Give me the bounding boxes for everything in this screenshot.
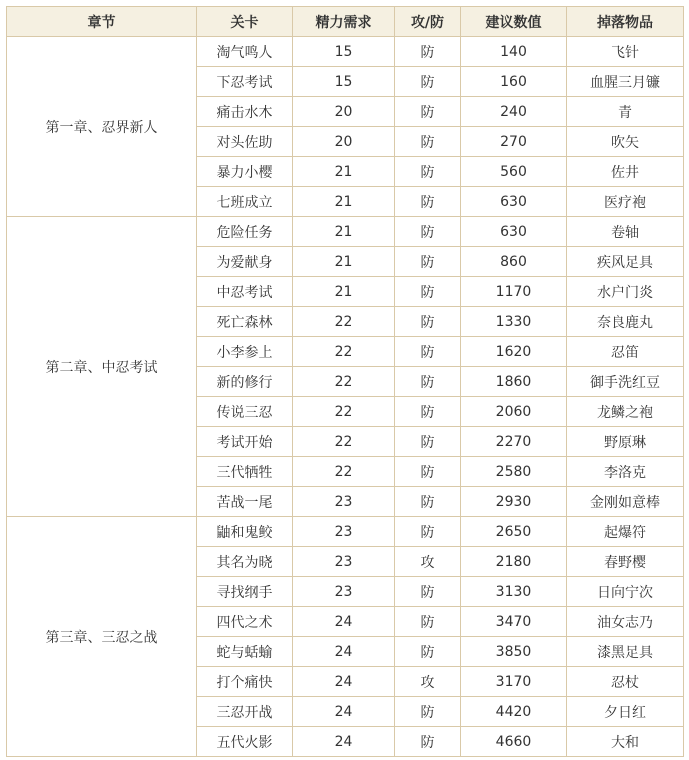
suggested-value-cell: 630 [461,217,567,247]
attack-defense-cell: 防 [395,637,461,667]
drop-item-cell: 佐井 [567,157,684,187]
drop-item-cell: 李洛克 [567,457,684,487]
attack-defense-cell: 防 [395,157,461,187]
suggested-value-cell: 3850 [461,637,567,667]
stage-name-cell: 中忍考试 [197,277,293,307]
drop-item-cell: 奈良鹿丸 [567,307,684,337]
attack-defense-cell: 防 [395,727,461,757]
attack-defense-cell: 防 [395,457,461,487]
attack-defense-cell: 防 [395,697,461,727]
attack-defense-cell: 防 [395,427,461,457]
energy-cell: 24 [293,667,395,697]
drop-item-cell: 金刚如意棒 [567,487,684,517]
suggested-value-cell: 240 [461,97,567,127]
chapter-name-cell: 第二章、中忍考试 [7,217,197,517]
stage-name-cell: 其名为晓 [197,547,293,577]
attack-defense-cell: 防 [395,127,461,157]
drop-item-cell: 大和 [567,727,684,757]
energy-cell: 21 [293,247,395,277]
chapter-name-cell: 第一章、忍界新人 [7,37,197,217]
attack-defense-cell: 防 [395,187,461,217]
suggested-value-cell: 3170 [461,667,567,697]
drop-item-cell: 日向宁次 [567,577,684,607]
energy-cell: 23 [293,577,395,607]
header-stage: 关卡 [197,7,293,37]
stage-name-cell: 三忍开战 [197,697,293,727]
stage-name-cell: 为爱献身 [197,247,293,277]
header-drop-item: 掉落物品 [567,7,684,37]
energy-cell: 24 [293,637,395,667]
drop-item-cell: 医疗袍 [567,187,684,217]
table-row [7,37,684,67]
drop-item-cell: 吹矢 [567,127,684,157]
drop-item-cell: 卷轴 [567,217,684,247]
stage-name-cell: 考试开始 [197,427,293,457]
attack-defense-cell: 攻 [395,667,461,697]
drop-item-cell: 漆黑足具 [567,637,684,667]
suggested-value-cell: 270 [461,127,567,157]
attack-defense-cell: 防 [395,577,461,607]
energy-cell: 24 [293,697,395,727]
drop-item-cell: 血腥三月镰 [567,67,684,97]
stage-name-cell: 死亡森林 [197,307,293,337]
stage-name-cell: 鼬和鬼鲛 [197,517,293,547]
suggested-value-cell: 140 [461,37,567,67]
suggested-value-cell: 3130 [461,577,567,607]
attack-defense-cell: 防 [395,487,461,517]
energy-cell: 22 [293,337,395,367]
suggested-value-cell: 4660 [461,727,567,757]
stage-name-cell: 寻找纲手 [197,577,293,607]
stage-table [6,6,684,757]
attack-defense-cell: 防 [395,367,461,397]
energy-cell: 22 [293,427,395,457]
suggested-value-cell: 1170 [461,277,567,307]
drop-item-cell: 油女志乃 [567,607,684,637]
attack-defense-cell: 防 [395,217,461,247]
header-suggested-value: 建议数值 [461,7,567,37]
suggested-value-cell: 2650 [461,517,567,547]
suggested-value-cell: 2580 [461,457,567,487]
drop-item-cell: 水户门炎 [567,277,684,307]
stage-name-cell: 对头佐助 [197,127,293,157]
stage-name-cell: 新的修行 [197,367,293,397]
drop-item-cell: 野原琳 [567,427,684,457]
drop-item-cell: 疾风足具 [567,247,684,277]
attack-defense-cell: 防 [395,397,461,427]
energy-cell: 21 [293,277,395,307]
energy-cell: 21 [293,187,395,217]
energy-cell: 21 [293,157,395,187]
stage-name-cell: 暴力小樱 [197,157,293,187]
stage-name-cell: 蛇与蛞蝓 [197,637,293,667]
chapter-name-cell: 第三章、三忍之战 [7,517,197,757]
suggested-value-cell: 160 [461,67,567,97]
table-row [7,217,684,247]
energy-cell: 15 [293,67,395,97]
attack-defense-cell: 防 [395,67,461,97]
stage-name-cell: 淘气鸣人 [197,37,293,67]
drop-item-cell: 忍笛 [567,337,684,367]
attack-defense-cell: 攻 [395,547,461,577]
table-header-row [7,7,684,37]
energy-cell: 22 [293,397,395,427]
suggested-value-cell: 3470 [461,607,567,637]
stage-name-cell: 传说三忍 [197,397,293,427]
drop-item-cell: 御手洗红豆 [567,367,684,397]
energy-cell: 24 [293,607,395,637]
header-energy: 精力需求 [293,7,395,37]
stage-name-cell: 下忍考试 [197,67,293,97]
stage-name-cell: 打个痛快 [197,667,293,697]
stage-name-cell: 三代牺牲 [197,457,293,487]
suggested-value-cell: 2060 [461,397,567,427]
drop-item-cell: 夕日红 [567,697,684,727]
suggested-value-cell: 630 [461,187,567,217]
attack-defense-cell: 防 [395,97,461,127]
energy-cell: 23 [293,487,395,517]
stage-name-cell: 七班成立 [197,187,293,217]
suggested-value-cell: 4420 [461,697,567,727]
stage-name-cell: 苦战一尾 [197,487,293,517]
energy-cell: 23 [293,547,395,577]
energy-cell: 20 [293,97,395,127]
attack-defense-cell: 防 [395,337,461,367]
stage-name-cell: 小李参上 [197,337,293,367]
drop-item-cell: 起爆符 [567,517,684,547]
energy-cell: 24 [293,727,395,757]
header-attack-defense: 攻/防 [395,7,461,37]
header-chapter: 章节 [7,7,197,37]
attack-defense-cell: 防 [395,277,461,307]
suggested-value-cell: 2270 [461,427,567,457]
energy-cell: 22 [293,307,395,337]
drop-item-cell: 春野樱 [567,547,684,577]
stage-name-cell: 痛击水木 [197,97,293,127]
energy-cell: 20 [293,127,395,157]
drop-item-cell: 青 [567,97,684,127]
energy-cell: 23 [293,517,395,547]
stage-name-cell: 危险任务 [197,217,293,247]
suggested-value-cell: 560 [461,157,567,187]
suggested-value-cell: 1620 [461,337,567,367]
suggested-value-cell: 2930 [461,487,567,517]
stage-name-cell: 四代之术 [197,607,293,637]
drop-item-cell: 忍杖 [567,667,684,697]
suggested-value-cell: 1330 [461,307,567,337]
attack-defense-cell: 防 [395,37,461,67]
energy-cell: 15 [293,37,395,67]
attack-defense-cell: 防 [395,517,461,547]
drop-item-cell: 飞针 [567,37,684,67]
energy-cell: 21 [293,217,395,247]
suggested-value-cell: 2180 [461,547,567,577]
attack-defense-cell: 防 [395,607,461,637]
energy-cell: 22 [293,367,395,397]
stage-name-cell: 五代火影 [197,727,293,757]
attack-defense-cell: 防 [395,247,461,277]
energy-cell: 22 [293,457,395,487]
suggested-value-cell: 860 [461,247,567,277]
suggested-value-cell: 1860 [461,367,567,397]
table-body [7,37,684,757]
drop-item-cell: 龙鳞之袍 [567,397,684,427]
attack-defense-cell: 防 [395,307,461,337]
table-row [7,517,684,547]
